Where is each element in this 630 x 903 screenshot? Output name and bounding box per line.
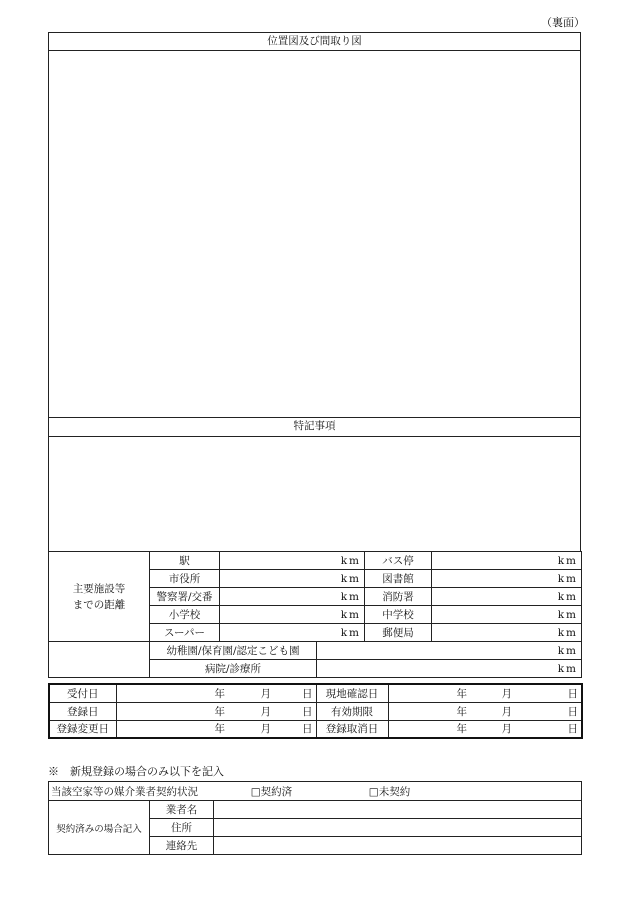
km-unit: km <box>340 608 362 621</box>
footer-note: ※ 新規登録の場合のみ以下を記入 <box>48 765 224 778</box>
km-unit: km <box>340 590 362 603</box>
facility-label: 幼稚園/保育園/認定こども園 <box>150 642 317 660</box>
facility-label: 小学校 <box>150 606 220 624</box>
date-label: 登録変更日 <box>49 720 116 738</box>
month-unit: 月 <box>501 723 512 736</box>
page-side-label: （裏面） <box>541 16 585 29</box>
month-unit: 月 <box>260 687 271 700</box>
km-unit: km <box>340 626 362 639</box>
day-field[interactable] <box>515 702 582 720</box>
distance-field[interactable] <box>220 588 365 606</box>
distance-field[interactable] <box>432 588 582 606</box>
broker-table <box>48 781 582 855</box>
facility-label: 図書館 <box>365 570 432 588</box>
facility-label: 消防署 <box>365 588 432 606</box>
map-section <box>48 32 581 418</box>
year-field[interactable] <box>388 684 470 702</box>
km-unit: km <box>340 572 362 585</box>
day-field[interactable] <box>274 720 316 738</box>
broker-field-label: 連絡先 <box>150 837 214 855</box>
km-unit: km <box>557 644 579 657</box>
km-unit: km <box>557 572 579 585</box>
day-unit: 日 <box>302 705 313 718</box>
facility-label: スーパー <box>150 624 220 642</box>
distances-table <box>48 551 582 678</box>
distance-field[interactable] <box>317 642 582 660</box>
distance-row-wide <box>49 642 582 660</box>
month-unit: 月 <box>260 705 271 718</box>
month-field[interactable] <box>228 720 274 738</box>
distance-field[interactable] <box>220 552 365 570</box>
day-field[interactable] <box>515 720 582 738</box>
map-section-title: 位置図及び間取り図 <box>49 33 580 51</box>
distance-field[interactable] <box>432 606 582 624</box>
distance-field[interactable] <box>317 660 582 678</box>
broker-status-label: 当該空家等の媒介業者契約状況 <box>51 785 198 798</box>
day-field[interactable] <box>274 684 316 702</box>
contracted-checkbox[interactable]: □契約済 <box>250 785 293 798</box>
km-unit: km <box>557 662 579 675</box>
date-label: 受付日 <box>49 684 116 702</box>
notes-section-title: 特記事項 <box>49 417 580 437</box>
group-label-line-1: 主要施設等 <box>72 582 126 595</box>
date-label: 有効期限 <box>316 702 388 720</box>
km-unit: km <box>557 590 579 603</box>
day-unit: 日 <box>302 723 313 736</box>
broker-field-label: 住所 <box>150 819 214 837</box>
broker-contact-input[interactable] <box>214 837 582 855</box>
km-unit: km <box>340 554 362 567</box>
distances-group-label <box>49 552 150 642</box>
distance-row <box>49 552 582 570</box>
facility-label: 中学校 <box>365 606 432 624</box>
broker-name-input[interactable] <box>214 801 582 819</box>
day-field[interactable] <box>515 684 582 702</box>
broker-status-row <box>49 782 582 801</box>
facility-label: 市役所 <box>150 570 220 588</box>
year-field[interactable] <box>388 702 470 720</box>
year-unit: 年 <box>214 705 225 718</box>
day-unit: 日 <box>567 687 578 700</box>
year-field[interactable] <box>388 720 470 738</box>
broker-field-label: 業者名 <box>150 801 214 819</box>
year-unit: 年 <box>456 687 467 700</box>
day-unit: 日 <box>567 723 578 736</box>
year-unit: 年 <box>214 687 225 700</box>
year-field[interactable] <box>116 702 228 720</box>
map-drawing-area[interactable] <box>49 51 580 418</box>
broker-address-input[interactable] <box>214 819 582 837</box>
km-unit: km <box>557 554 579 567</box>
broker-field-row <box>49 801 582 819</box>
facility-label: 警察署/交番 <box>150 588 220 606</box>
uncontracted-checkbox[interactable]: □未契約 <box>368 785 411 798</box>
notes-section <box>48 417 581 552</box>
distance-field[interactable] <box>432 624 582 642</box>
group-label-line-2: までの距離 <box>72 598 126 611</box>
month-unit: 月 <box>501 705 512 718</box>
notes-writing-area[interactable] <box>49 437 580 552</box>
facility-label: 郵便局 <box>365 624 432 642</box>
month-field[interactable] <box>470 720 515 738</box>
day-unit: 日 <box>567 705 578 718</box>
distance-field[interactable] <box>220 606 365 624</box>
day-field[interactable] <box>274 702 316 720</box>
date-label: 現地確認日 <box>316 684 388 702</box>
day-unit: 日 <box>302 687 313 700</box>
date-label: 登録日 <box>49 702 116 720</box>
month-unit: 月 <box>501 687 512 700</box>
month-field[interactable] <box>228 702 274 720</box>
km-unit: km <box>557 626 579 639</box>
month-field[interactable] <box>228 684 274 702</box>
km-unit: km <box>557 608 579 621</box>
broker-group-label: 契約済みの場合記入 <box>49 801 150 855</box>
distance-row-wide <box>49 660 582 678</box>
registration-row <box>49 684 582 702</box>
registration-row <box>49 720 582 738</box>
facility-label: バス停 <box>365 552 432 570</box>
facility-label: 駅 <box>150 552 220 570</box>
facility-label: 病院/診療所 <box>150 660 317 678</box>
month-unit: 月 <box>260 723 271 736</box>
year-unit: 年 <box>456 723 467 736</box>
year-field[interactable] <box>116 684 228 702</box>
year-unit: 年 <box>214 723 225 736</box>
month-field[interactable] <box>470 702 515 720</box>
registration-table <box>48 683 583 739</box>
year-field[interactable] <box>116 720 228 738</box>
month-field[interactable] <box>470 684 515 702</box>
distance-field[interactable] <box>220 570 365 588</box>
year-unit: 年 <box>456 705 467 718</box>
broker-status-cell <box>49 782 582 801</box>
blank-cell <box>49 660 150 678</box>
distance-field[interactable] <box>220 624 365 642</box>
distance-field[interactable] <box>432 570 582 588</box>
blank-cell <box>49 642 150 660</box>
date-label: 登録取消日 <box>316 720 388 738</box>
registration-row <box>49 702 582 720</box>
distance-field[interactable] <box>432 552 582 570</box>
